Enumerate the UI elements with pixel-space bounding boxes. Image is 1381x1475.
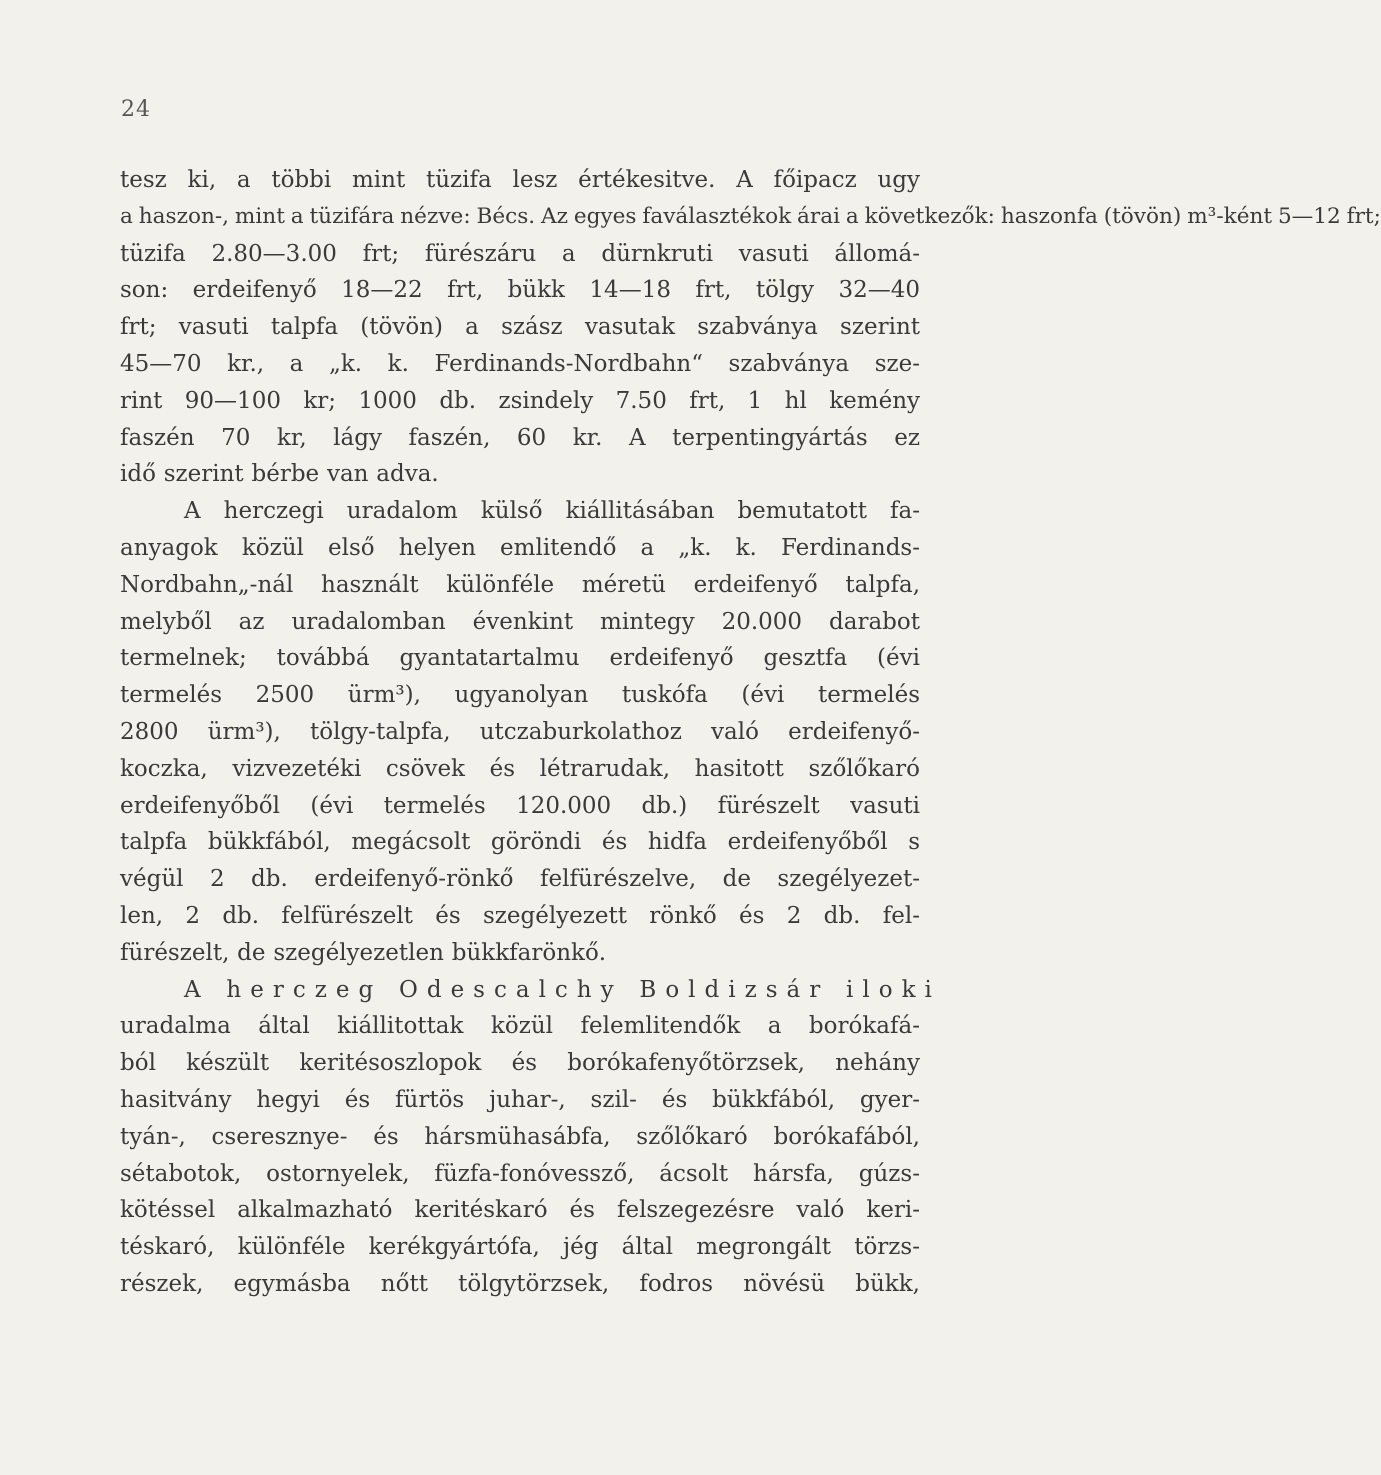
text-line-20: végül 2 db. erdeifenyő-rönkő felfürészelve, de szegélyezet- xyxy=(120,866,920,893)
text-line-24: uradalma által kiállitottak közül felemlitendők a borókafá- xyxy=(120,1013,920,1040)
text-line-29: kötéssel alkalmazható keritéskaró és felszegezésre való keri- xyxy=(120,1197,920,1224)
text-line-30: téskaró, különféle kerékgyártófa, jég által megrongált törzs- xyxy=(120,1234,920,1261)
text-line-5: frt; vasuti talpfa (tövön) a szász vasutak szabványa szerint xyxy=(120,314,920,341)
text-line-18: erdeifenyőből (évi termelés 120.000 db.) fürészelt vasuti xyxy=(120,792,920,819)
text-line-11: anyagok közül első helyen emlitendő a „k. k. Ferdinands- xyxy=(120,534,920,561)
text-line-19: talpfa bükkfából, megácsolt göröndi és hidfa erdeifenyőből s xyxy=(120,829,920,856)
text-line-23: A herczeg Odescalchy Boldizsár iloki xyxy=(184,976,941,1003)
text-line-26: hasitvány hegyi és fürtös juhar-, szil- és bükkfából, gyer- xyxy=(120,1086,920,1113)
text-line-4: son: erdeifenyő 18—22 frt, bükk 14—18 frt, tölgy 32—40 xyxy=(120,277,920,304)
text-line-28: sétabotok, ostornyelek, füzfa-fonóvessző, ácsolt hársfa, gúzs- xyxy=(120,1160,920,1187)
text-line-6: 45—70 kr., a „k. k. Ferdinands-Nordbahn“ szabványa sze- xyxy=(120,350,920,377)
text-line-1: tesz ki, a többi mint tüzifa lesz értékesitve. A főipacz ugy xyxy=(120,167,920,193)
text-line-9: idő szerint bérbe van adva. xyxy=(120,461,439,488)
text-line-8: faszén 70 kr, lágy faszén, 60 kr. A terpentingyártás ez xyxy=(120,424,920,451)
text-line-22: fürészelt, de szegélyezetlen bükkfarönkő. xyxy=(120,939,607,966)
text-line-10: A herczegi uradalom külső kiállitásában bemutatott fa- xyxy=(184,498,920,525)
text-line-17: koczka, vizvezetéki csövek és létrarudak, hasitott szőlőkaró xyxy=(120,755,920,782)
text-line-31: részek, egymásba nőtt tölgytörzsek, fodros növésü bükk, xyxy=(120,1270,920,1297)
text-line-13: melyből az uradalomban évenkint mintegy 20.000 darabot xyxy=(120,608,920,635)
text-line-16: 2800 ürm³), tölgy-talpfa, utczaburkolathoz való erdeifenyő- xyxy=(120,718,920,745)
text-line-27: tyán-, cseresznye- és hársmühasábfa, szőlőkaró borókafából, xyxy=(120,1123,920,1150)
text-line-3: tüzifa 2.80—3.00 frt; fürészáru a dürnkruti vasuti állomá- xyxy=(120,240,920,267)
text-line-7: rint 90—100 kr; 1000 db. zsindely 7.50 frt, 1 hl kemény xyxy=(120,387,920,414)
page-number: 24 xyxy=(121,97,151,122)
text-line-25: ból készült keritésoszlopok és borókafenyőtörzsek, nehány xyxy=(120,1050,920,1077)
text-line-14: termelnek; továbbá gyantatartalmu erdeifenyő gesztfa (évi xyxy=(120,645,920,672)
text-line-21: len, 2 db. felfürészelt és szegélyezett rönkő és 2 db. fel- xyxy=(120,902,920,929)
text-line-12: Nordbahn„-nál használt különféle méretü erdeifenyő talpfa, xyxy=(120,571,920,598)
body-text xyxy=(120,162,1381,1303)
text-line-15: termelés 2500 ürm³), ugyanolyan tuskófa (évi termelés xyxy=(120,682,920,709)
text-line-2: a haszon-, mint a tüzifára nézve: Bécs. Az egyes faválasztékok árai a következők: haszonfa (tövön) m³-ként 5—12 frt; xyxy=(120,203,1381,229)
